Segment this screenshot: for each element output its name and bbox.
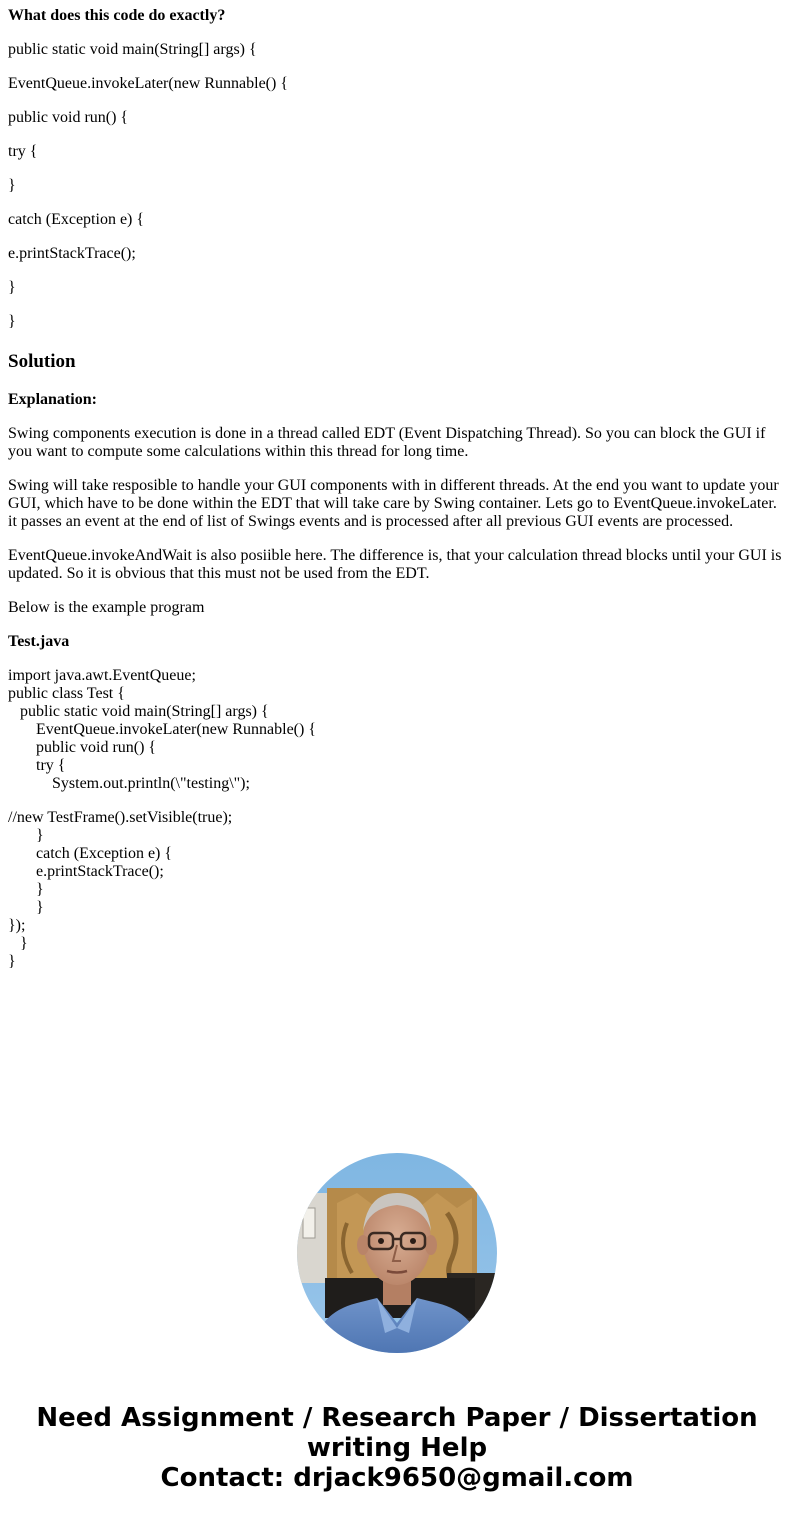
code-line: } xyxy=(8,881,44,898)
explanation-paragraph: EventQueue.invokeAndWait is also posiible here. The difference is, that your calculation thread blocks until your GUI is updated. So it is obvious that this must not be used from the EDT. xyxy=(8,547,782,582)
explanation-label: Explanation: xyxy=(8,391,97,408)
code-line: e.printStackTrace(); xyxy=(8,863,164,880)
question-code-line: catch (Exception e) { xyxy=(8,211,145,228)
code-line: } xyxy=(8,899,44,916)
question-code xyxy=(8,41,786,331)
code-line: System.out.println(\"testing\"); xyxy=(8,775,250,792)
code-line: public class Test { xyxy=(8,685,125,702)
code-line: public static void main(String[] args) { xyxy=(8,703,269,720)
question-code-line: public void run() { xyxy=(8,109,129,126)
example-code xyxy=(8,667,786,971)
question-code-line: try { xyxy=(8,143,38,160)
question-code-line: e.printStackTrace(); xyxy=(8,245,136,262)
question-code-line: public static void main(String[] args) { xyxy=(8,41,257,58)
promo-contact: Contact: drjack9650@gmail.com xyxy=(160,1463,634,1493)
code-line: } xyxy=(8,953,16,970)
promo-line: writing Help xyxy=(306,1433,488,1463)
code-line: } xyxy=(8,935,28,952)
file-name: Test.java xyxy=(8,633,70,650)
author-photo-icon xyxy=(297,1153,497,1353)
promo-line: Need Assignment / Research Paper / Dissertation xyxy=(36,1403,758,1433)
question-code-line: } xyxy=(8,313,16,330)
code-line: }); xyxy=(8,917,26,934)
code-line: catch (Exception e) { xyxy=(8,845,173,862)
explanation-paragraph: Below is the example program xyxy=(8,599,205,616)
author-avatar xyxy=(297,1153,497,1353)
code-line: EventQueue.invokeLater(new Runnable() { xyxy=(8,721,317,738)
promo-banner xyxy=(0,1403,794,1493)
question-code-line: } xyxy=(8,177,16,194)
code-line: //new TestFrame().setVisible(true); xyxy=(8,809,233,826)
code-line: import java.awt.EventQueue; xyxy=(8,667,196,684)
solution-heading: Solution xyxy=(8,351,76,372)
question-code-line: EventQueue.invokeLater(new Runnable() { xyxy=(8,75,289,92)
explanation-paragraph: Swing will take resposible to handle your GUI components with in different threads. At the end you want to update your GUI, which have to be done within the EDT that will take care by Swing container. Lets go to EventQueue.invokeLater. it passes an event at the end of list of Swings events and is processed after all previous GUI events are processed. xyxy=(8,477,779,530)
question-title: What does this code do exactly? xyxy=(8,7,226,24)
code-line: } xyxy=(8,827,44,844)
code-line: public void run() { xyxy=(8,739,157,756)
question-code-line: } xyxy=(8,279,16,296)
code-line: try { xyxy=(8,757,66,774)
document-content xyxy=(8,0,786,971)
explanation-paragraph: Swing components execution is done in a thread called EDT (Event Dispatching Thread). So you can block the GUI if you want to compute some calculations within this thread for long time. xyxy=(8,425,766,460)
code-gap xyxy=(8,793,786,809)
